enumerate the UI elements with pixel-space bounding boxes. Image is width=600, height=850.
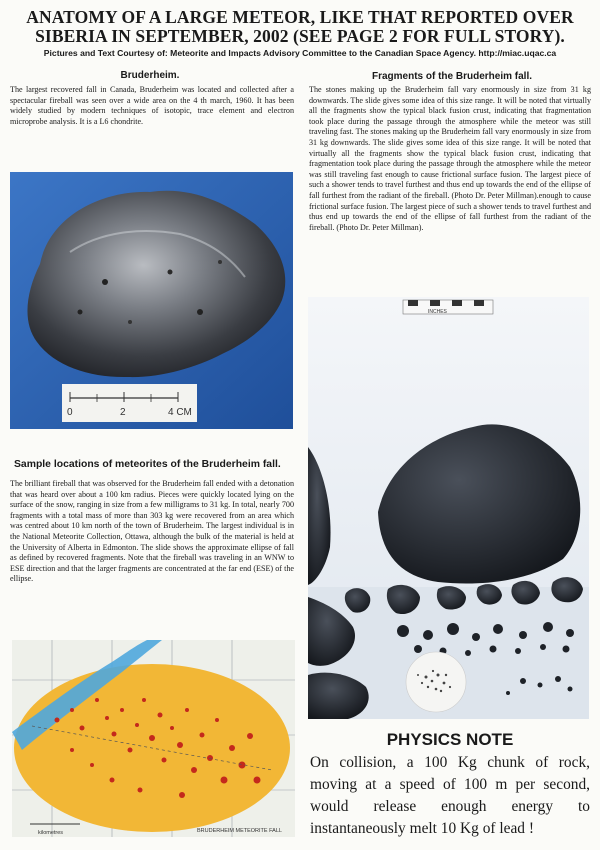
scale-tick-2: 2 bbox=[120, 407, 126, 418]
bruderheim-paragraph: The largest recovered fall in Canada, Bruderheim was located and collected after a spectacular fireball was seen over a wide area on the 4 th march, 1960. It has been widely studied by modern techniques of isotopic, trace element and electron microprobe analysis. It is a L6 chondrite. bbox=[10, 85, 294, 126]
scale-tick-4cm: 4 CM bbox=[168, 407, 192, 418]
scale-tick-0: 0 bbox=[67, 407, 73, 418]
fragments-paragraph: The stones making up the Bruderheim fall vary enormously in size from 31 kg downwards. The slide gives some idea of this size range. It will be noted that virtually all the fragments show the typical black fusion crust, indicating that fragmentation took place during the passage through the atmosphere while the meteor was still traveling fast. The stones making up the Bruderheim fall vary enormously in size from 31 kg downwards. The slide gives some idea of this size range. It will be noted that virtually all the fragments show the typical black fusion crust, indicating that fragmentation took place during the passage through the atmosphere while the meteor was still traveling fast enough to cause frictional surface fusion. The largest piece of such a shower tends to travel furthest and thus end up towards the end of the ellipse of fall furthest from the radiant of the fireball. (Photo Dr. Peter Millman).enough to cause frictional surface fusion. The largest piece of such a shower tends to travel furthest and thus end up towards the end of the ellipse of fall furthest from the radiant of the fireball. (Photo Dr. Peter Millman). bbox=[309, 85, 591, 232]
map-scale-label: kilometres bbox=[38, 830, 64, 836]
fragments-heading: Fragments of the Bruderheim fall. bbox=[371, 71, 533, 82]
meteorite-photo bbox=[10, 172, 293, 429]
fall-ellipse-map bbox=[12, 640, 295, 837]
physics-note-text: On collision, a 100 Kg chunk of rock, moving at a speed of 100 m per second, would release enough energy to instantaneously melt 10 Kg of lead ! bbox=[310, 754, 590, 837]
physics-note-title: PHYSICS NOTE bbox=[386, 730, 514, 749]
bruderheim-heading: Bruderheim. bbox=[120, 70, 180, 81]
sample-locations-paragraph: The brilliant fireball that was observed for the Bruderheim fall ended with a detonation that was heard over about a 100 km radius. Pieces were quickly located lying on the surface of the snow, ranging in size from a few milligrams to 31 kg. In total, nearly 700 fragments with a total mass of more than 303 kg were recovered from an area which was centred about 10 km north of the town of Bruderheim. The largest individual is in the National Meteorite Collection, Ottawa, although the bulk of the material is held at the University of Alberta in Edmonton. The slide shows the approximate ellipse of fall as defined by recovered fragments. Note that the fireball was traveling in an WNW to ESE direction and that the larger fragments are concentrated at the far end (ESE) of the ellipse. bbox=[10, 479, 294, 584]
sample-locations-heading: Sample locations of meteorites of the Bruderheim fall. bbox=[14, 459, 281, 470]
credits-line: Pictures and Text Courtesy of: Meteorite and Impacts Advisory Committee to the Canadian Space Agency. http://miac.uqac.ca bbox=[43, 48, 557, 58]
page-title: ANATOMY OF A LARGE METEOR, LIKE THAT REPORTED OVER SIBERIA IN SEPTEMBER, 2002 (SEE PAGE 2 FOR FULL STORY). bbox=[26, 7, 574, 46]
fragments-photo bbox=[308, 297, 589, 719]
map-caption: BRUDERHEIM METEORITE FALL bbox=[197, 828, 282, 834]
ruler-label: INCHES bbox=[428, 309, 447, 315]
